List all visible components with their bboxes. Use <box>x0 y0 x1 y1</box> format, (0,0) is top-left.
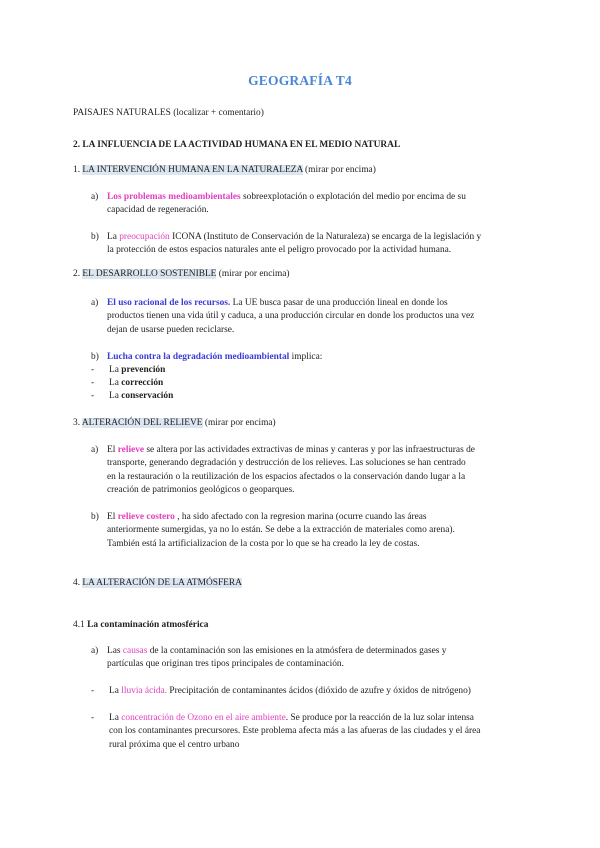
item-label: b) <box>91 352 99 362</box>
item-text-part: La UE busca pasar de una producción lineal en donde los <box>230 298 448 308</box>
item-text-part: de la contaminación son las emisiones en la atmósfera de determinados gases y <box>147 646 447 656</box>
item-text-part: . Se produce por la reacción de la luz solar intensa <box>285 713 474 723</box>
item-text <box>109 712 529 752</box>
subsection-number: 4. <box>73 578 81 588</box>
subsection-title: La contaminación atmosférica <box>87 620 209 630</box>
key-term: conservación <box>121 391 174 401</box>
dash-bullet: - <box>91 365 95 375</box>
item-text <box>107 444 537 498</box>
item-text <box>107 511 537 551</box>
item-text-part: se altera por las actividades extractivas de minas y canteras y por las infraestructuras de <box>144 445 475 455</box>
key-term: Lucha contra la degradación medioambiental <box>107 352 290 362</box>
key-term: concentración de Ozono en el aire ambiente <box>121 713 286 723</box>
item-text <box>107 645 527 672</box>
item-label: b) <box>91 232 99 242</box>
item-text-part: en la restauración o la reutilización de los espacios afectados o la conservación dando lugar a la <box>107 471 466 482</box>
item-text-part: capacidad de regeneración. <box>107 205 209 216</box>
item-text-part: Precipitación de contaminantes ácidos (dióxido de azufre y óxidos de nitrógeno) <box>167 686 471 696</box>
item-text-part: dejan de usarse pueden reciclarse. <box>107 324 235 335</box>
item-text-part: la protección de estos espacios naturales ante el peligro provocado por la actividad humana. <box>107 245 452 256</box>
subsection-number: 3. <box>73 418 81 428</box>
subsection-title-highlight: EL DESARROLLO SOSTENIBLE <box>82 269 217 279</box>
subsection-number: 2. <box>73 269 81 279</box>
section-heading-2: 2. LA INFLUENCIA DE LA ACTIVIDAD HUMANA EN EL MEDIO NATURAL <box>73 140 401 150</box>
item-text-part: partículas que originan tres tipos principales de contaminación. <box>107 659 344 670</box>
subsection-number: 4.1 <box>73 620 85 630</box>
item-text <box>109 685 529 698</box>
item-text <box>109 377 529 390</box>
item-label: b) <box>91 512 99 522</box>
item-text-part: La <box>109 686 122 696</box>
subtitle: PAISAJES NATURALES (localizar + comentario) <box>73 108 264 118</box>
key-term: corrección <box>121 378 164 388</box>
item-label: a) <box>91 298 99 308</box>
key-term: lluvia ácida. <box>121 686 168 696</box>
key-term: preocupación <box>119 232 170 242</box>
item-text-part: La <box>109 713 122 723</box>
item-text-part: anteriormente sumergidas, ya no lo están. Se debe a la extracción de materiales como arena). <box>107 525 455 536</box>
item-text <box>109 364 529 377</box>
subsection-heading-2 <box>73 268 290 281</box>
item-text-part: Las <box>107 646 123 656</box>
key-term: relieve costero <box>117 512 175 522</box>
item-text-part: También está la artificializacion de la costa por lo que se ha creado la ley de costas. <box>107 538 420 549</box>
item-text-part: El <box>107 445 118 455</box>
item-text-part: creación de patrimonios geológicos o geoparques. <box>107 485 295 496</box>
item-text <box>107 191 527 218</box>
item-text-part: implica: <box>289 352 323 362</box>
item-text-part: con los contaminantes precursores. Este problema afecta más a las afueras de las ciudades y el área <box>109 726 481 737</box>
subsection-heading-4-1 <box>73 619 208 632</box>
subsection-number: 1. <box>73 165 81 175</box>
item-text-part: transporte, generando degradación y destrucción de los relieves. Las soluciones se han centrado <box>107 458 466 469</box>
subsection-title-highlight: ALTERACIÓN DEL RELIEVE <box>81 418 203 428</box>
page-title: GEOGRAFÍA T4 <box>248 73 352 88</box>
dash-bullet: - <box>91 378 95 388</box>
item-label: a) <box>91 445 99 455</box>
item-label: a) <box>91 646 99 656</box>
item-label: a) <box>91 192 99 202</box>
key-term: relieve <box>117 445 145 455</box>
item-text <box>107 231 527 258</box>
dash-bullet: - <box>91 391 95 401</box>
subsection-heading-4 <box>73 577 242 590</box>
item-text-part: La <box>109 365 122 375</box>
key-term: causas <box>122 646 148 656</box>
dash-bullet: - <box>91 686 95 696</box>
item-text-part: rural próxima que el centro urbano <box>109 739 240 750</box>
item-text-part: La <box>107 232 120 242</box>
subsection-note: (mirar por encima) <box>216 269 290 279</box>
subsection-heading-3 <box>73 417 276 430</box>
item-text-part: productos tienen una vida útil y caduca, a una producción circular en donde los productos una vez <box>107 311 475 322</box>
item-text-part: sobreexplotación o explotación del medio por encima de su <box>240 192 466 202</box>
subsection-note: (mirar por encima) <box>302 165 376 175</box>
item-text <box>107 351 527 364</box>
item-text-part: La <box>109 391 122 401</box>
dash-bullet: - <box>91 713 95 723</box>
item-text-part: La <box>109 378 122 388</box>
item-text <box>109 390 529 403</box>
subsection-title-highlight: LA INTERVENCIÓN HUMANA EN LA NATURALEZA <box>82 165 303 175</box>
key-term: El uso racional de los recursos. <box>107 298 231 308</box>
item-text-part: ICONA (Instituto de Conservación de la Naturaleza) se encarga de la legislación y <box>169 232 482 242</box>
key-term: Los problemas medioambientales <box>107 192 241 202</box>
item-text-part: , ha sido afectado con la regresion marina (ocurre cuando las áreas <box>174 512 427 522</box>
key-term: prevención <box>121 365 166 375</box>
item-text-part: El <box>107 512 118 522</box>
subsection-note: (mirar por encima) <box>202 418 276 428</box>
subsection-heading-1 <box>73 164 376 177</box>
subsection-title-highlight: LA ALTERACIÓN DE LA ATMÓSFERA <box>82 578 242 588</box>
item-text <box>107 297 537 337</box>
